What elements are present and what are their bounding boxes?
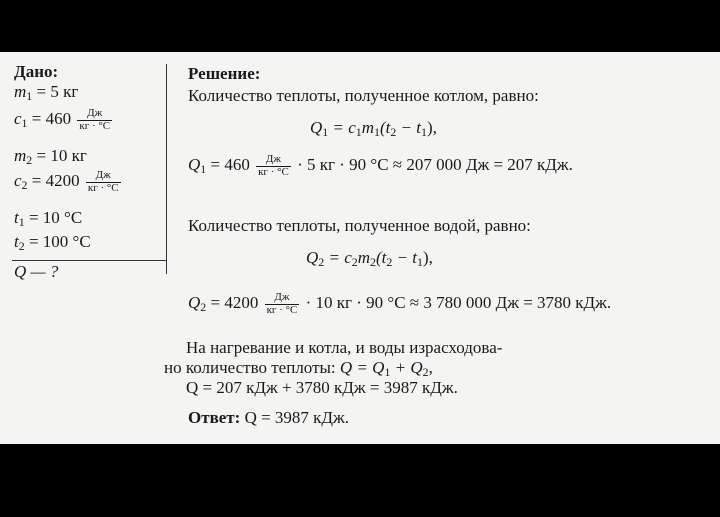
given-heading: Дано:: [14, 62, 59, 81]
given-divider-vertical: [166, 64, 167, 274]
solution-text-total-2: но количество теплоты: $Q = Q_1 + Q_2$,: [164, 358, 433, 379]
solution-text-total-1: На нагревание и котла, и воды израсходова-: [186, 338, 503, 357]
unit-fraction: $\frac{Дж}{кг \cdot ^\circ С}$: [258, 153, 289, 178]
unit-fraction: $\frac{Дж}{кг \cdot ^\circ С}$: [79, 107, 111, 132]
answer: [188, 408, 349, 428]
solution-total-equation: Q = 207 кДж + 3780 кДж = 3987 кДж.: [186, 378, 458, 397]
given-c1: $c_1 = 460$ $\frac{Дж}{кг \cdot ^\circ С}$: [14, 107, 111, 132]
solution-text-boiler: Количество теплоты, полученное котлом, равно:: [188, 86, 539, 105]
given-m2: $m_2 = 10$ кг: [14, 146, 87, 167]
calc-q2: $Q_2 = 4200$ $\frac{Дж}{кг \cdot ^\circ С}$ · 10 кг · 90 °С ≈ 3 780 000 Дж = 3780 кДж.: [188, 291, 612, 316]
given-m1: $m_1 = 5$ кг: [14, 82, 79, 103]
answer-value: Q = 3987 кДж.: [240, 408, 350, 427]
formula-q1: $Q_1 = c_1m_1(t_2 - t_1)$,: [310, 118, 437, 139]
given-t1: $t_1 = 10$ °С: [14, 208, 83, 229]
unit-fraction: $\frac{Дж}{кг \cdot ^\circ С}$: [266, 291, 298, 316]
solution-text-water: Количество теплоты, полученное водой, равно:: [188, 216, 531, 235]
given-divider-horizontal: [12, 260, 167, 261]
given-c2: $c_2 = 4200$ $\frac{Дж}{кг \cdot ^\circ С}$: [14, 169, 119, 194]
unit-fraction: $\frac{Дж}{кг \cdot ^\circ С}$: [87, 169, 119, 194]
textbook-page: [0, 52, 720, 444]
formula-q2: $Q_2 = c_2m_2(t_2 - t_1)$,: [306, 248, 433, 269]
calc-q1: $Q_1 = 460$ $\frac{Дж}{кг \cdot ^\circ С}$ · 5 кг · 90 °С ≈ 207 000 Дж = 207 кДж.: [188, 153, 573, 178]
given-t2: $t_2 = 100$ °С: [14, 232, 91, 253]
answer-label: Ответ:: [188, 408, 241, 427]
given-find: Q — ?: [14, 262, 59, 281]
solution-heading: Решение:: [188, 64, 261, 83]
